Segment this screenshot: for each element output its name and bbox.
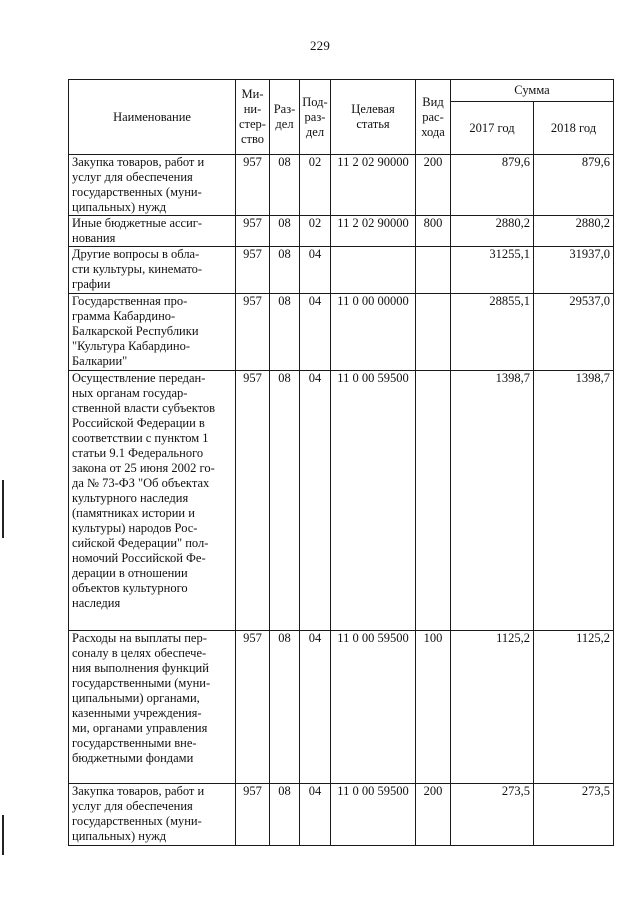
row-subsection: 04: [300, 784, 331, 846]
header-target: Целевая статья: [331, 80, 416, 155]
row-sum-2017: 879,6: [451, 155, 534, 216]
table-row: [69, 216, 614, 247]
row-name: Осуществление передан- ных органам государ- ственной власти субъектов Российской Федерации в соответствии с пунктом 1 статьи 9.1 Федерального закона от 25 июня 2002 го- да № 73-ФЗ "Об объектах культурного наследия (памятниках истории и культуры) народов Рос- сийской Федерации" пол- номочий Российской Фе- дерации в отношении объектов культурного наследия: [69, 371, 236, 631]
header-name: Наименование: [69, 80, 236, 155]
row-ministry: 957: [236, 155, 270, 216]
row-section: 08: [270, 155, 300, 216]
row-sum-2018: 1398,7: [534, 371, 614, 631]
row-expense-type: 200: [416, 784, 451, 846]
header-section: Раз- дел: [270, 80, 300, 155]
table-row: [69, 247, 614, 294]
row-subsection: 02: [300, 216, 331, 247]
header-row: [69, 80, 614, 102]
scan-edge-mark: [2, 480, 4, 538]
row-subsection: 04: [300, 294, 331, 371]
row-target: 11 2 02 90000: [331, 155, 416, 216]
row-sum-2017: 1398,7: [451, 371, 534, 631]
row-section: 08: [270, 294, 300, 371]
row-sum-2018: 2880,2: [534, 216, 614, 247]
budget-table: [68, 79, 614, 846]
header-year-2018: 2018 год: [534, 102, 614, 155]
row-target: 11 0 00 59500: [331, 784, 416, 846]
row-section: 08: [270, 631, 300, 784]
scan-edge-mark: [2, 815, 4, 855]
header-sum: Сумма: [451, 80, 614, 102]
row-name: Закупка товаров, работ и услуг для обеспечения государственных (муни- ципальных) нужд: [69, 784, 236, 846]
row-ministry: 957: [236, 247, 270, 294]
row-target: 11 0 00 59500: [331, 371, 416, 631]
row-ministry: 957: [236, 216, 270, 247]
row-expense-type: [416, 371, 451, 631]
row-subsection: 04: [300, 371, 331, 631]
row-section: 08: [270, 784, 300, 846]
row-expense-type: 800: [416, 216, 451, 247]
page-number: 229: [309, 38, 331, 53]
row-ministry: 957: [236, 631, 270, 784]
row-sum-2017: 2880,2: [451, 216, 534, 247]
row-target: 11 2 02 90000: [331, 216, 416, 247]
table-row: [69, 631, 614, 784]
header-subsection: Под- раз- дел: [300, 80, 331, 155]
table-row: [69, 155, 614, 216]
row-name: Закупка товаров, работ и услуг для обеспечения государственных (муни- ципальных) нужд: [69, 155, 236, 216]
row-target: [331, 247, 416, 294]
row-sum-2017: 273,5: [451, 784, 534, 846]
row-subsection: 04: [300, 631, 331, 784]
row-expense-type: 100: [416, 631, 451, 784]
row-expense-type: [416, 294, 451, 371]
row-section: 08: [270, 216, 300, 247]
row-section: 08: [270, 247, 300, 294]
row-expense-type: 200: [416, 155, 451, 216]
row-expense-type: [416, 247, 451, 294]
table-row: [69, 371, 614, 631]
row-sum-2018: 31937,0: [534, 247, 614, 294]
row-section: 08: [270, 371, 300, 631]
header-expense-type: Вид рас- хода: [416, 80, 451, 155]
header-year-2017: 2017 год: [451, 102, 534, 155]
row-name: Государственная про- грамма Кабардино- Балкарской Республики "Культура Кабардино- Балкарии": [69, 294, 236, 371]
table-row: [69, 784, 614, 846]
row-name: Расходы на выплаты пер- соналу в целях обеспече- ния выполнения функций государственными (муни- ципальными) органами, казенными учреждения- ми, органами управления государственными вне- бюджетными фондами: [69, 631, 236, 784]
row-sum-2018: 273,5: [534, 784, 614, 846]
row-sum-2018: 29537,0: [534, 294, 614, 371]
row-sum-2018: 879,6: [534, 155, 614, 216]
header-ministry: Ми- ни- стер- ство: [236, 80, 270, 155]
row-ministry: 957: [236, 784, 270, 846]
row-sum-2017: 1125,2: [451, 631, 534, 784]
row-target: 11 0 00 59500: [331, 631, 416, 784]
row-ministry: 957: [236, 294, 270, 371]
row-name: Иные бюджетные ассиг- нования: [69, 216, 236, 247]
row-sum-2017: 28855,1: [451, 294, 534, 371]
row-ministry: 957: [236, 371, 270, 631]
row-sum-2017: 31255,1: [451, 247, 534, 294]
row-sum-2018: 1125,2: [534, 631, 614, 784]
row-target: 11 0 00 00000: [331, 294, 416, 371]
row-subsection: 02: [300, 155, 331, 216]
row-subsection: 04: [300, 247, 331, 294]
row-name: Другие вопросы в обла- сти культуры, кинемато- графии: [69, 247, 236, 294]
table-row: [69, 294, 614, 371]
